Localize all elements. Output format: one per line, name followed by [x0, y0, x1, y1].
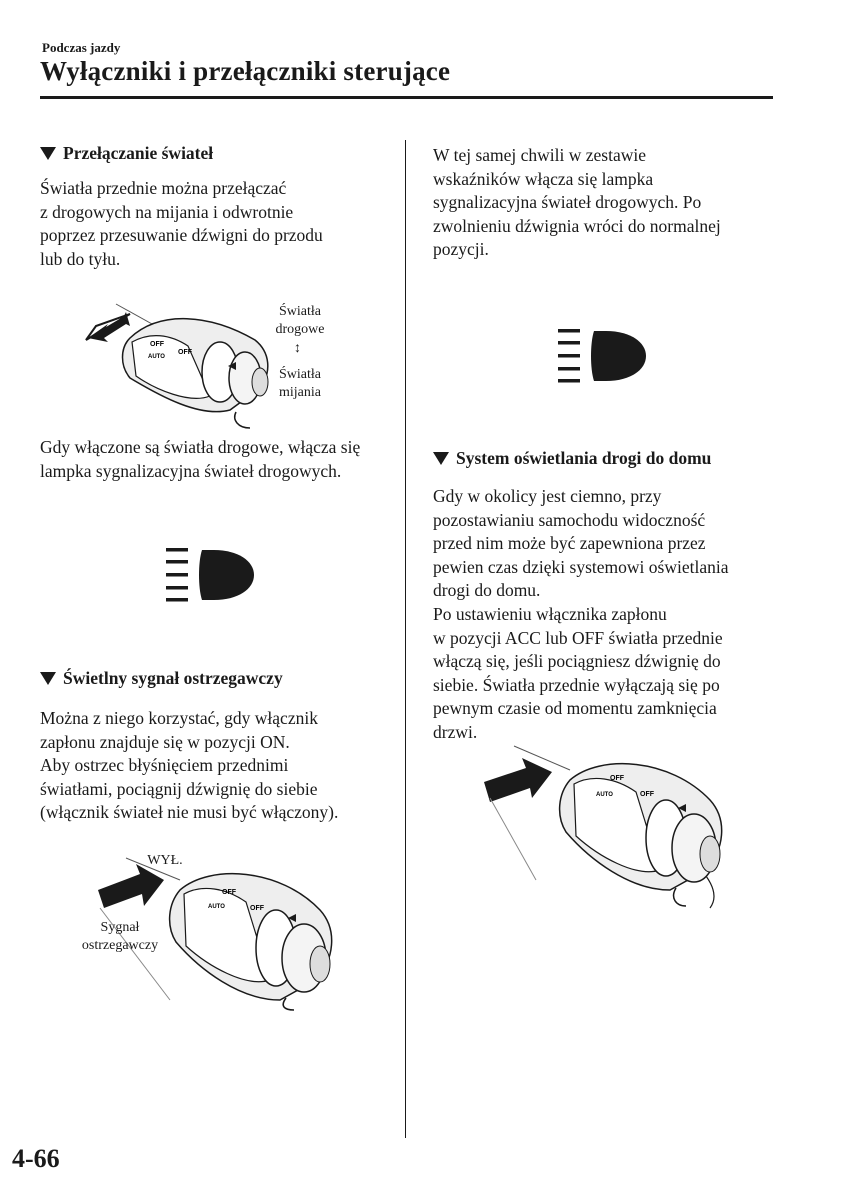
headlight-switch-lever-icon [480, 740, 750, 910]
stalk-off-label-2: OFF [640, 791, 654, 798]
heading-text: Przełączanie świateł [63, 143, 214, 163]
section-heading-flash-signal [40, 668, 283, 689]
section-heading-coming-home [433, 448, 711, 469]
page-number: 4-66 [12, 1144, 60, 1173]
up-down-arrow-icon: ↕ [294, 341, 301, 356]
off-label: WYŁ. [147, 853, 183, 868]
stalk-off-label: OFF [222, 889, 236, 896]
flash-signal-text: Można z niego korzystać, gdy włącznik zapłonu znajduje się w pozycji ON. Aby ostrzec błyśnięciem przednimi światłami, pociągnij dźwignię do siebie (włącznik świateł nie musi być włączony). [40, 708, 339, 823]
high-beam-label: Światła drogowe [275, 304, 325, 337]
title-rule [40, 96, 773, 99]
triangle-bullet-icon [40, 672, 56, 685]
stalk-auto-label: AUTO [148, 354, 165, 360]
low-beam-label: Światła mijania [279, 367, 321, 400]
beam-switch-text: Światła przednie można przełączać z drogowych na mijania i odwrotnie poprzez przesuwanie dźwigni do przodu lub do tyłu. [40, 178, 323, 269]
high-beam-indicator-icon [558, 329, 648, 383]
column-divider [405, 140, 406, 1138]
stalk-off-label-2: OFF [250, 905, 264, 912]
high-beam-text: Gdy włączone są światła drogowe, włącza się lampka sygnalizacyjna świateł drogowych. [40, 437, 361, 481]
stalk-auto-label: AUTO [208, 904, 225, 910]
flash-signal-label: Sygnał ostrzegawczy [81, 920, 159, 953]
heading-text: Świetlny sygnał ostrzegawczy [63, 668, 283, 688]
stalk-off-label: OFF [150, 341, 164, 348]
section-label: Podczas jazdy [42, 40, 121, 55]
section-heading-beam-switch [40, 143, 213, 164]
triangle-bullet-icon [40, 147, 56, 160]
high-beam-indicator-icon [166, 548, 256, 602]
heading-text: System oświetlania drogi do domu [456, 448, 712, 468]
continuation-text: W tej samej chwili w zestawie wskaźników włącza się lampka sygnalizacyjna świateł drogowych. Po zwolnieniu dźwignia wróci do normalnej pozycji. [433, 145, 721, 260]
stalk-auto-label: AUTO [596, 792, 613, 798]
headlight-switch-lever-icon [60, 300, 290, 430]
stalk-off-label-2: OFF [178, 349, 192, 356]
coming-home-text: Gdy w okolicy jest ciemno, przy pozostawianiu samochodu widoczność przed nim może być zapewniona przez pewien czas dzięki systemowi oświetlania drogi do domu. Po ustawieniu włącznika zapłonu w pozycji ACC lub OFF światła przednie włączą się, jeśli pociągniesz dźwignię do siebie. Światła przednie wyłączają się po pewnym czasie od momentu zamknięcia drzwi. [433, 486, 729, 742]
triangle-bullet-icon [433, 452, 449, 465]
stalk-off-label: OFF [610, 775, 624, 782]
page-title: Wyłączniki i przełączniki sterujące [40, 56, 451, 86]
